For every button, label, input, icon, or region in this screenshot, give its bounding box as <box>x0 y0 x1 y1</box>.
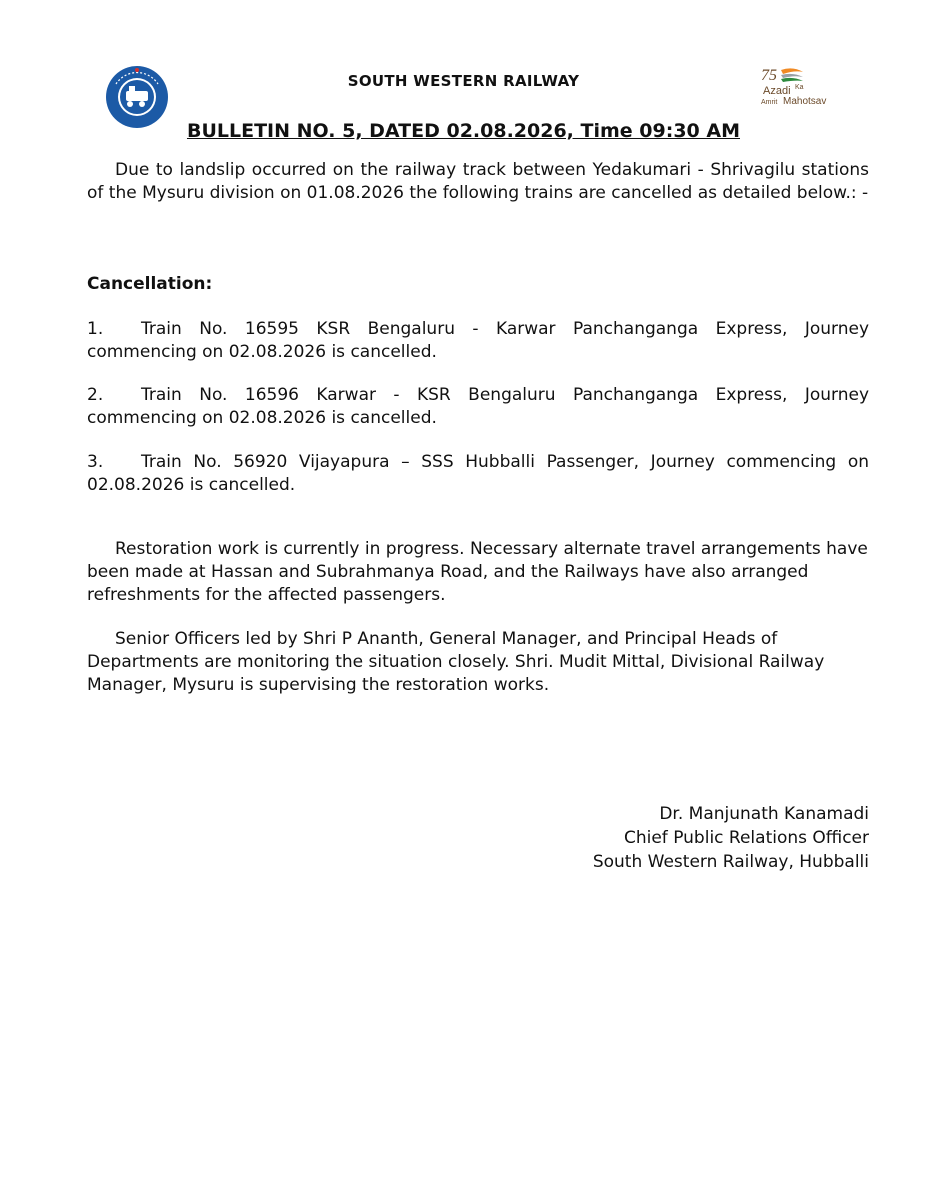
logo-ka-text: Ka <box>795 84 804 91</box>
organization-name: SOUTH WESTERN RAILWAY <box>347 72 580 90</box>
logo-amrit-text: Amrit <box>761 99 778 106</box>
restoration-paragraph: Restoration work is currently in progress. Necessary alternate travel arrangements have been made at Hassan and Subrahmanya Road, and the Railways have also arranged refreshments for the affected passengers. <box>87 539 868 605</box>
logo-mahotsav-text: Mahotsav <box>783 96 827 107</box>
signatory-office: South Western Railway, Hubballi <box>592 852 869 872</box>
logo-number: 75 <box>761 67 777 84</box>
signatory-designation: Chief Public Relations Officer <box>623 828 869 848</box>
cancellation-item <box>87 318 869 364</box>
bulletin-title: BULLETIN NO. 5, DATED 02.08.2026, Time 09:30 AM <box>186 120 740 142</box>
item-text: Train No. 16596 Karwar - KSR Bengaluru Panchanganga Express, Journey commencing on 02.08.2026 is cancelled. <box>87 385 869 428</box>
cancellation-item <box>87 384 869 430</box>
cancellation-heading: Cancellation: <box>87 274 213 294</box>
signatory-name: Dr. Manjunath Kanamadi <box>659 804 869 824</box>
signature-block <box>593 802 869 874</box>
cancellation-item <box>87 451 869 497</box>
item-number: 1. <box>87 319 104 339</box>
item-text: Train No. 16595 KSR Bengaluru - Karwar Panchanganga Express, Journey commencing on 02.08.2026 is cancelled. <box>87 319 869 362</box>
item-text: Train No. 56920 Vijayapura – SSS Hubballi Passenger, Journey commencing on 02.08.2026 is cancelled. <box>87 452 869 495</box>
item-number: 3. <box>87 452 104 472</box>
logo-azadi-text: Azadi <box>763 85 791 97</box>
item-number: 2. <box>87 385 104 405</box>
intro-paragraph: Due to landslip occurred on the railway track between Yedakumari - Shrivagilu stations of the Mysuru division on 01.08.2026 the following trains are cancelled as detailed below.: - <box>87 160 869 203</box>
officers-paragraph: Senior Officers led by Shri P Ananth, General Manager, and Principal Heads of Departments are monitoring the situation closely. Shri. Mudit Mittal, Divisional Railway Manager, Mysuru is supervising the restoration works. <box>87 629 825 695</box>
azadi-ka-amrit-mahotsav-logo <box>759 64 841 112</box>
